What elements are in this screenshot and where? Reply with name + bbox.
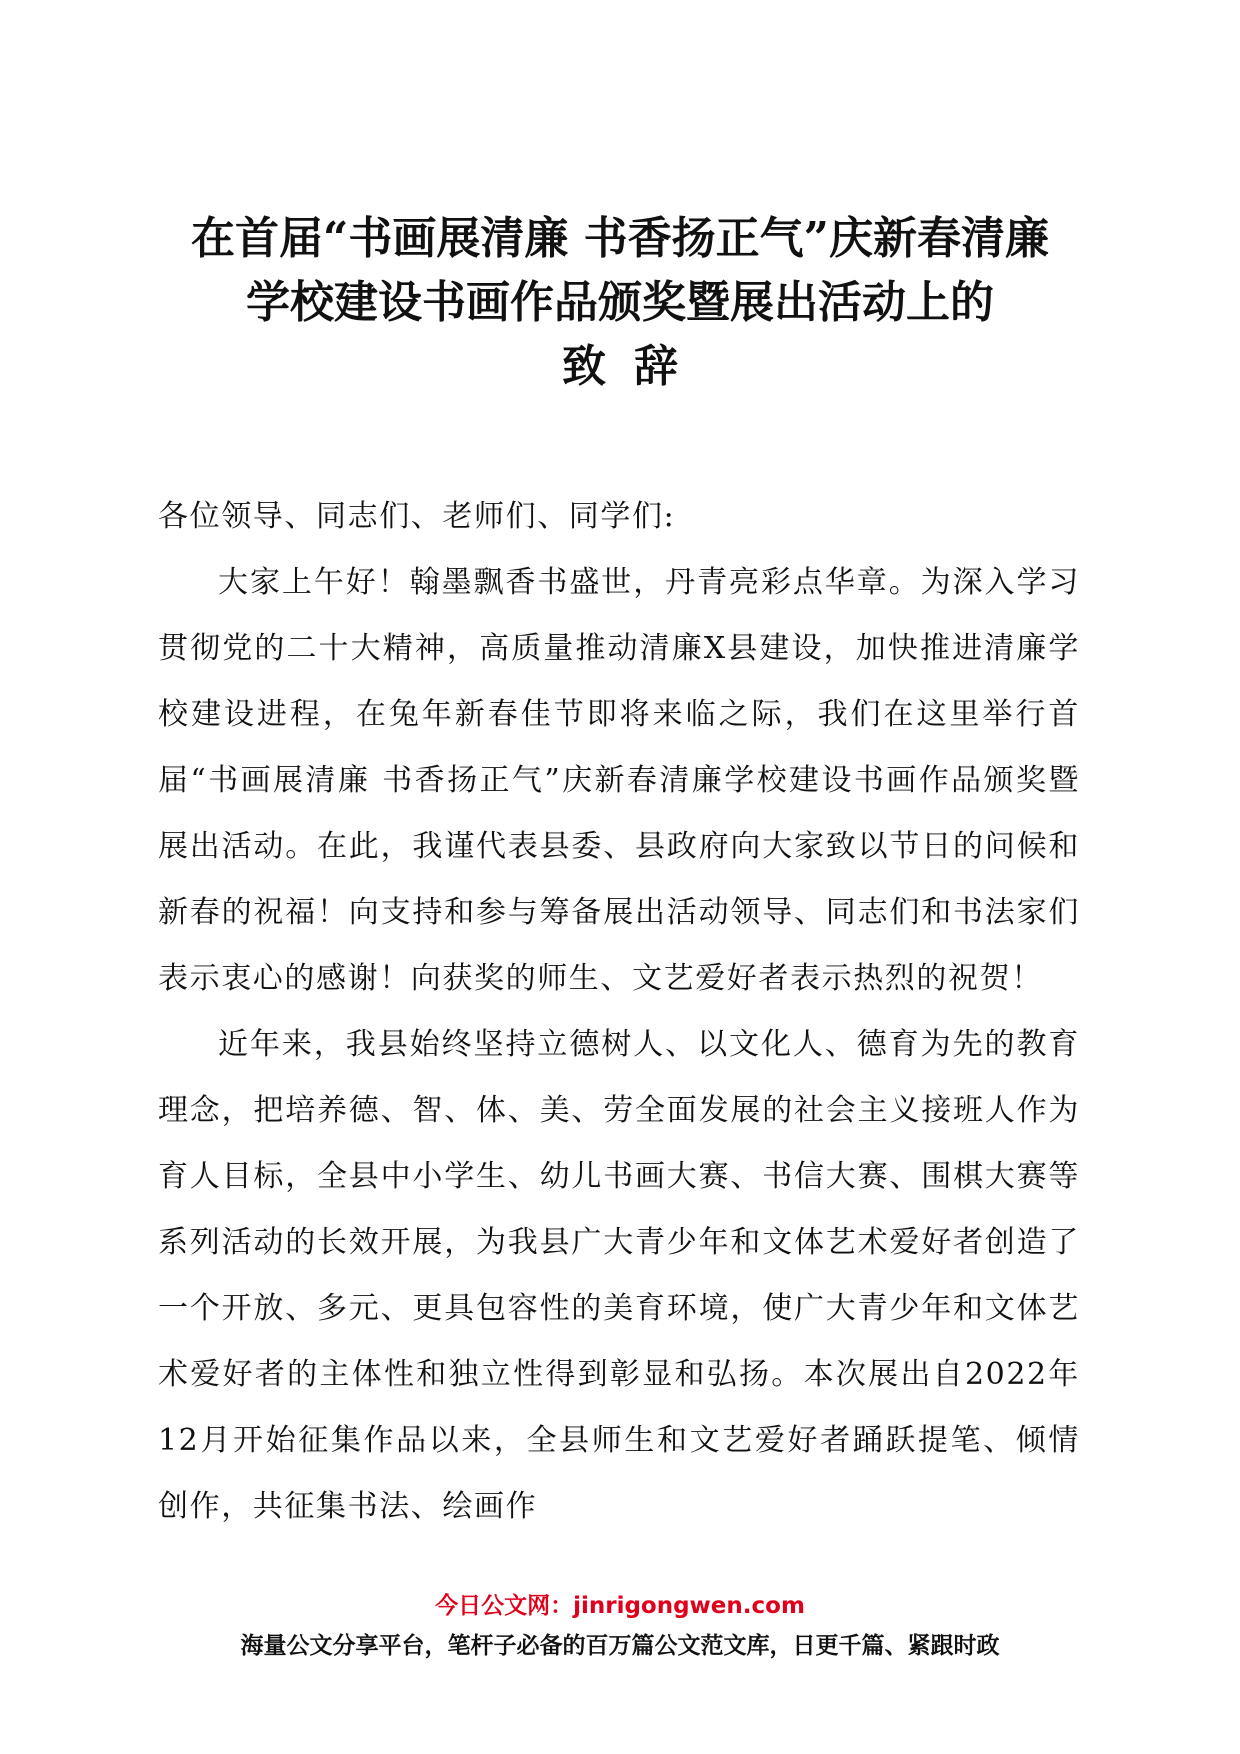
salutation: 各位领导、同志们、老师们、同学们:	[158, 499, 676, 534]
title-line-2: 学校建设书画作品颁奖暨展出活动上的	[246, 277, 994, 329]
title-line-1: 在首届“书画展清廉 书香扬正气”庆新春清廉	[191, 213, 1049, 265]
footer-site-link[interactable]: 今日公文网：jinrigongwen.com	[435, 1593, 805, 1619]
document-body	[158, 484, 1080, 1540]
footer-tagline: 海量公文分享平台，笔杆子必备的百万篇公文范文库，日更千篇、紧跟时政	[240, 1633, 1000, 1659]
paragraph-opening: 大家上午好！翰墨飘香书盛世，丹青亮彩点华章。为深入学习贯彻党的二十大精神，高质量推动清廉X县建设，加快推进清廉学校建设进程，在兔年新春佳节即将来临之际，我们在这里举行首届“书画展清廉 书香扬正气”庆新春清廉学校建设书画作品颁奖暨展出活动。在此，我谨代表县委、县政府向大家致以节日的问候和新春的祝福！向支持和参与筹备展出活动领导、同志们和书法家们表示衷心的感谢！向获奖的师生、文艺爱好者表示热烈的祝贺！	[158, 565, 1080, 996]
document-title	[150, 207, 1090, 399]
title-line-3: 致辞	[562, 341, 706, 393]
paragraph-recent-years: 近年来，我县始终坚持立德树人、以文化人、德育为先的教育理念，把培养德、智、体、美、劳全面发展的社会主义接班人作为育人目标，全县中小学生、幼儿书画大赛、书信大赛、围棋大赛等系列活动的长效开展，为我县广大青少年和文体艺术爱好者创造了一个开放、多元、更具包容性的美育环境，使广大青少年和文体艺术爱好者的主体性和独立性得到彰显和弘扬。本次展出自2022年12月开始征集作品以来，全县师生和文艺爱好者踊跃提笔、倾情创作，共征集书法、绘画作	[158, 1027, 1080, 1524]
